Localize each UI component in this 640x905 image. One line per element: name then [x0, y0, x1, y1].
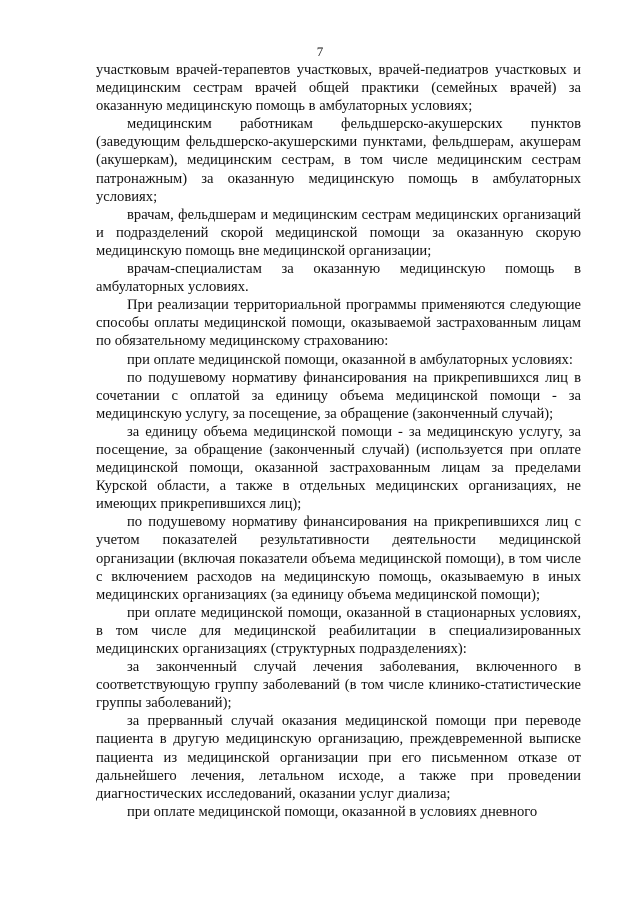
paragraph-continuation: участковым врачей-терапевтов участковых, врачей-педиатров участковых и медицинским сестрам врачей общей практики (семейных врачей) за оказанную медицинскую помощь в амбулаторных условиях;	[96, 62, 581, 115]
paragraph: медицинским работникам фельдшерско-акушерских пунктов (заведующим фельдшерско-акушерскими пунктами, фельдшерам, акушерам (акушеркам), медицинским сестрам, в том числе медицинским сестрам патронажным) за оказанную медицинскую помощь в амбулаторных условиях;	[96, 116, 581, 205]
paragraph: При реализации территориальной программы применяются следующие способы оплаты медицинской помощи, оказываемой застрахованным лицам по обязательному медицинскому страхованию:	[96, 297, 581, 350]
paragraph: по подушевому нормативу финансирования на прикрепившихся лиц с учетом показателей результативности деятельности медицинской организации (включая показатели объема медицинской помощи), в том числе с включением расходов на медицинскую помощь, оказываемую в иных медицинских организациях (за единицу объема медицинской помощи);	[96, 514, 581, 603]
paragraph: за единицу объема медицинской помощи - за медицинскую услугу, за посещение, за обращение (законченный случай) (используется при оплате медицинской помощи, оказанной застрахованным лицам за пределами Курской области, а также в отдельных медицинских организациях, не имеющих прикрепившихся лиц);	[96, 423, 581, 513]
paragraph: при оплате медицинской помощи, оказанной в условиях дневного	[127, 803, 538, 820]
paragraph: при оплате медицинской помощи, оказанной в амбулаторных условиях:	[127, 351, 573, 368]
paragraph: врачам, фельдшерам и медицинским сестрам медицинских организаций и подразделений скорой медицинской помощи за оказанную скорую медицинскую помощь вне медицинской организации;	[96, 206, 581, 259]
paragraph: за прерванный случай оказания медицинской помощи при переводе пациента в другую медицинскую организацию, преждевременной выписке пациента из медицинской организации при его письменном отказе от дальнейшего лечения, летальном исходе, а также при проведении диагностических исследований, оказании услуг диализа;	[96, 713, 581, 802]
document-body	[96, 61, 581, 821]
paragraph: врачам-специалистам за оказанную медицинскую помощь в амбулаторных условиях.	[96, 261, 581, 296]
paragraph: при оплате медицинской помощи, оказанной в стационарных условиях, в том числе для медицинской реабилитации в специализированных медицинских организациях (структурных подразделениях):	[96, 604, 581, 657]
page-number: 7	[316, 44, 324, 59]
paragraph: за законченный случай лечения заболевания, включенного в соответствующую группу заболеваний (в том числе клинико-статистические группы заболеваний);	[96, 659, 581, 712]
paragraph: по подушевому нормативу финансирования на прикрепившихся лиц в сочетании с оплатой за единицу объема медицинской помощи - за медицинскую услугу, за посещение, за обращение (законченный случай);	[96, 369, 581, 422]
